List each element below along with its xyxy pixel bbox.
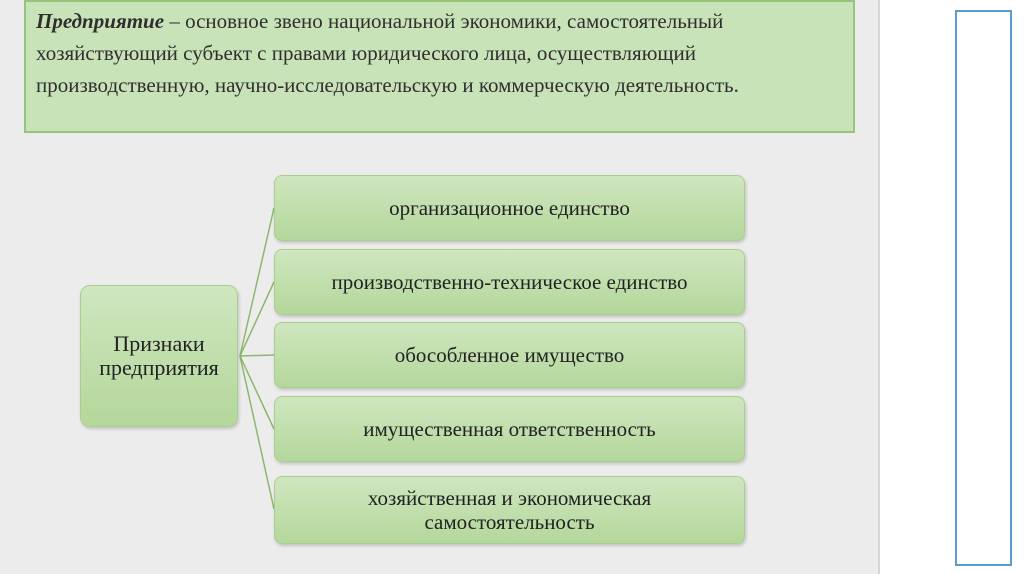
branch-node [274,249,745,315]
side-panel-frame [955,10,1012,566]
branch-node [274,175,745,241]
branch-node-label: хозяйственная и экономическая самостоятельность [367,486,652,534]
root-node-label: Признаки предприятия [99,331,219,380]
branch-node-label: имущественная ответственность [363,417,656,441]
definition-term: Предприятие [36,9,165,33]
connector-4 [240,356,274,429]
branch-node [274,396,745,462]
connector-2 [240,282,274,356]
root-node [80,285,238,427]
branch-node-label: организационное единство [389,196,630,220]
branch-node-label: обособленное имущество [394,343,625,367]
slide-edge [878,0,880,574]
branch-node [274,322,745,388]
branch-node [274,476,745,544]
connector-5 [240,356,274,509]
definition-text: – основное звено национальной экономики, самостоятельный хозяйствующий субъект с правами юридического лица, осуществляющий производственную, научно-исследовательскую и коммерческую деятельность. [36,9,739,97]
connector-1 [240,208,274,356]
connector-3 [240,355,274,356]
branch-node-label: производственно-техническое единство [331,270,688,294]
